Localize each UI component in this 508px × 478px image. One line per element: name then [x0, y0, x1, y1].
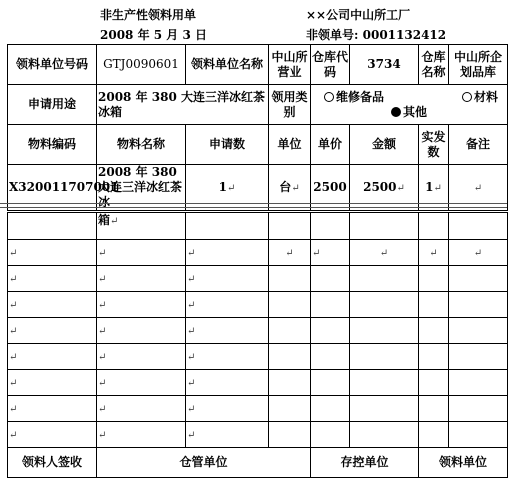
empty-cell[interactable] — [311, 396, 350, 422]
empty-cell[interactable] — [350, 266, 419, 292]
row1-qty[interactable]: 1↵ — [186, 165, 269, 211]
empty-cell[interactable] — [350, 396, 419, 422]
empty-cell[interactable] — [419, 292, 449, 318]
form-table-upper — [7, 44, 508, 211]
empty-cell[interactable] — [311, 422, 350, 448]
empty-cell[interactable] — [350, 292, 419, 318]
row2-unit[interactable] — [269, 213, 311, 240]
col-header-name: 物料名称 — [97, 125, 186, 165]
empty-cell[interactable]: ↵ — [97, 422, 186, 448]
unit-name-value[interactable]: 中山所营业 — [269, 45, 311, 85]
page-break-line — [0, 203, 507, 204]
empty-cell[interactable] — [419, 318, 449, 344]
empty-cell[interactable] — [419, 370, 449, 396]
empty-cell[interactable] — [269, 396, 311, 422]
row1-amount[interactable]: 2500↵ — [350, 165, 419, 211]
empty-cell[interactable] — [350, 370, 419, 396]
empty-cell[interactable]: ↵ — [97, 344, 186, 370]
purpose-label: 申请用途 — [8, 85, 97, 125]
empty-cell[interactable]: ↵ — [97, 240, 186, 266]
row1-code[interactable]: X320011707001 — [8, 165, 97, 211]
empty-cell[interactable] — [449, 292, 508, 318]
empty-cell[interactable]: ↵ — [350, 240, 419, 266]
footer-inventory: 存控单位 — [311, 448, 419, 478]
empty-cell[interactable] — [269, 344, 311, 370]
footer-receiving-unit: 领料单位 — [419, 448, 508, 478]
warehouse-name-label: 仓库名称 — [419, 45, 449, 85]
empty-cell[interactable] — [449, 370, 508, 396]
empty-cell[interactable]: ↵ — [97, 370, 186, 396]
empty-cell[interactable]: ↵ — [97, 318, 186, 344]
col-header-unit: 单位 — [269, 125, 311, 165]
empty-cell[interactable] — [311, 318, 350, 344]
empty-cell[interactable] — [350, 422, 419, 448]
company-name: ××公司中山所工厂 — [306, 8, 411, 22]
option-other[interactable]: 其他 — [391, 105, 427, 119]
empty-cell[interactable] — [311, 344, 350, 370]
row2-issued[interactable] — [419, 213, 449, 240]
empty-cell[interactable] — [269, 318, 311, 344]
row1-price[interactable]: 2500 — [311, 165, 350, 211]
row1-name[interactable]: 2008 年 380 大连三洋冰红茶冰 — [97, 165, 186, 211]
form-table-lower — [7, 212, 508, 478]
row2-code[interactable] — [8, 213, 97, 240]
footer-receiver: 领料人签收 — [8, 448, 97, 478]
row1-unit[interactable]: 台↵ — [269, 165, 311, 211]
empty-cell[interactable]: ↵ — [186, 422, 269, 448]
empty-cell[interactable] — [311, 266, 350, 292]
doc-number: 非领单号: 0001132412 — [306, 28, 447, 42]
empty-cell[interactable] — [311, 292, 350, 318]
empty-cell[interactable]: ↵ — [186, 370, 269, 396]
empty-cell[interactable]: ↵ — [97, 266, 186, 292]
form-title: 非生产性领料用单 — [100, 8, 197, 22]
empty-cell[interactable]: ↵ — [186, 318, 269, 344]
empty-cell[interactable]: ↵ — [8, 266, 97, 292]
col-header-issued: 实发数 — [419, 125, 449, 165]
radio-selected-icon[interactable] — [391, 107, 401, 117]
unit-no-value[interactable]: GTJ0090601 — [97, 45, 186, 85]
empty-cell[interactable] — [449, 396, 508, 422]
empty-cell[interactable]: ↵ — [8, 240, 97, 266]
empty-cell[interactable] — [449, 318, 508, 344]
row2-qty[interactable] — [186, 213, 269, 240]
empty-cell[interactable] — [419, 344, 449, 370]
col-header-code: 物料编码 — [8, 125, 97, 165]
purpose-value[interactable]: 2008 年 380 大连三洋冰红茶冰箱 — [97, 85, 269, 125]
empty-cell[interactable]: ↵ — [311, 240, 350, 266]
unit-no-label: 领料单位号码 — [8, 45, 97, 85]
empty-cell[interactable] — [311, 370, 350, 396]
empty-cell[interactable] — [350, 344, 419, 370]
empty-cell[interactable]: ↵ — [8, 344, 97, 370]
empty-cell[interactable] — [269, 422, 311, 448]
empty-cell[interactable]: ↵ — [8, 396, 97, 422]
row2-name[interactable]: 箱↵ — [97, 213, 186, 240]
empty-cell[interactable]: ↵ — [8, 422, 97, 448]
warehouse-code-label: 仓库代码 — [311, 45, 350, 85]
empty-cell[interactable] — [419, 396, 449, 422]
radio-empty-icon[interactable] — [462, 92, 472, 102]
empty-cell[interactable]: ↵ — [97, 396, 186, 422]
empty-cell[interactable] — [449, 344, 508, 370]
footer-warehouse: 仓管单位 — [97, 448, 311, 478]
page-break-line — [0, 207, 507, 208]
empty-cell[interactable]: ↵ — [186, 396, 269, 422]
empty-cell[interactable]: ↵ — [186, 240, 269, 266]
row2-amount[interactable] — [350, 213, 419, 240]
col-header-qty: 申请数 — [186, 125, 269, 165]
empty-cell[interactable] — [269, 266, 311, 292]
empty-cell[interactable] — [419, 422, 449, 448]
empty-cell[interactable]: ↵ — [419, 240, 449, 266]
empty-cell[interactable] — [350, 318, 419, 344]
empty-cell[interactable]: ↵ — [186, 344, 269, 370]
empty-cell[interactable] — [449, 422, 508, 448]
use-type-options — [311, 85, 508, 125]
empty-cell[interactable]: ↵ — [97, 292, 186, 318]
unit-name-label: 领料单位名称 — [186, 45, 269, 85]
empty-cell[interactable] — [419, 266, 449, 292]
empty-cell[interactable] — [269, 370, 311, 396]
row2-remarks[interactable] — [449, 213, 508, 240]
empty-cell[interactable] — [449, 266, 508, 292]
row2-price[interactable] — [311, 213, 350, 240]
use-type-label: 领用类别 — [269, 85, 311, 125]
empty-cell[interactable]: ↵ — [449, 240, 508, 266]
col-header-price: 单价 — [311, 125, 350, 165]
empty-cell[interactable]: ↵ — [186, 292, 269, 318]
warehouse-name-value[interactable]: 中山所企划品库 — [449, 45, 508, 85]
radio-empty-icon[interactable] — [324, 92, 334, 102]
row1-remarks[interactable]: ↵ — [449, 165, 508, 211]
option-repair[interactable]: 维修备品 — [324, 90, 384, 105]
empty-cell[interactable]: ↵ — [8, 370, 97, 396]
empty-cell[interactable]: ↵ — [269, 240, 311, 266]
form-date: 2008 年 5 月 3 日 — [100, 28, 207, 42]
option-material[interactable]: 材料 — [462, 90, 498, 105]
warehouse-code-value[interactable]: 3734 — [350, 45, 419, 85]
empty-cell[interactable]: ↵ — [8, 318, 97, 344]
empty-cell[interactable] — [269, 292, 311, 318]
empty-cell[interactable]: ↵ — [8, 292, 97, 318]
col-header-remarks: 备注 — [449, 125, 508, 165]
row1-issued[interactable]: 1↵ — [419, 165, 449, 211]
empty-cell[interactable]: ↵ — [186, 266, 269, 292]
col-header-amount: 金额 — [350, 125, 419, 165]
